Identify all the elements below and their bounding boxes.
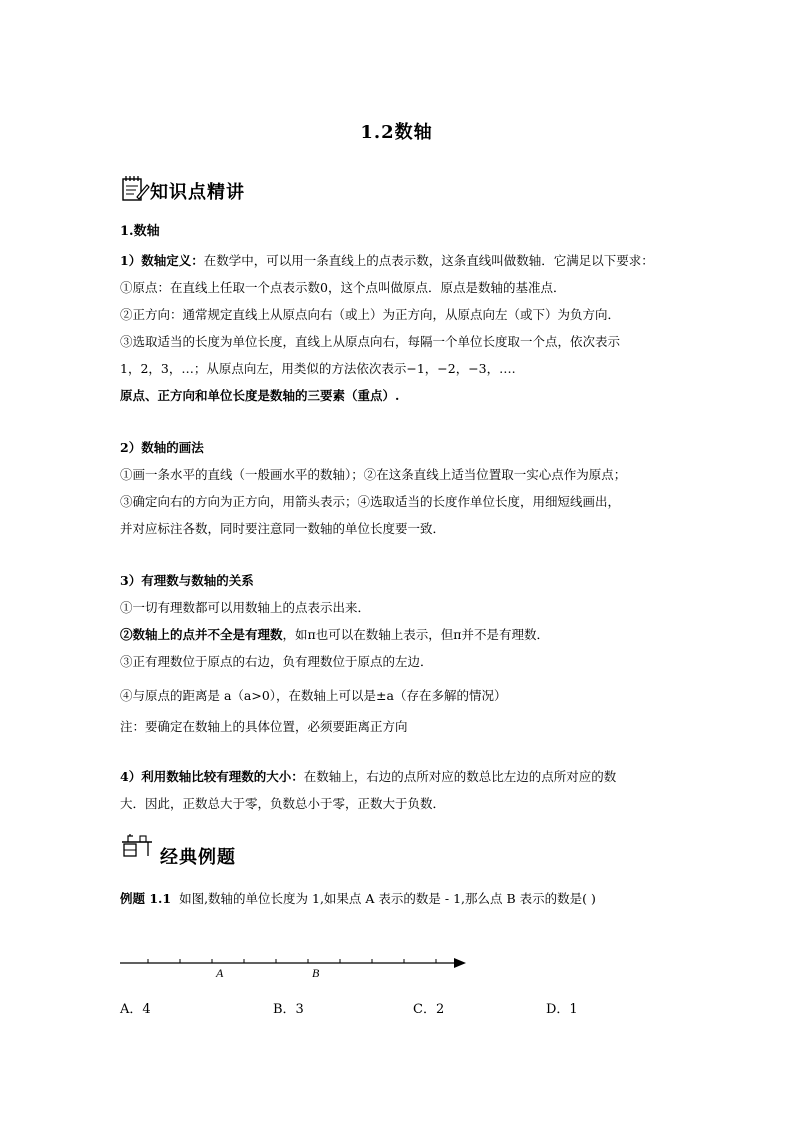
unit-length-line-1: ③选取适当的长度为单位长度，直线上从原点向右，每隔一个单位长度取一个点，依次表示 <box>120 334 621 349</box>
point-b-label: B <box>312 966 320 980</box>
notepad-pencil-icon <box>120 173 150 203</box>
drawing-line-3: 并对应标注各数，同时要注意同一数轴的单位长度要一致． <box>120 521 446 536</box>
page-title: 1.2数轴 <box>360 122 433 143</box>
origin-line: ①原点：在直线上任取一个点表示数0，这个点叫做原点．原点是数轴的基准点． <box>120 280 566 295</box>
comparison-label: 4）利用数轴比较有理数的大小： <box>120 769 304 784</box>
relation-line-4: ④与原点的距离是 a（a>0），在数轴上可以是±a（存在多解的情况） <box>120 688 507 703</box>
subheading-number-line: 1.数轴 <box>120 224 160 239</box>
desk-icon <box>120 832 154 860</box>
example-line <box>120 889 596 909</box>
number-line-figure <box>118 950 478 990</box>
relation-2-rest: ，如π也可以在数轴上表示，但π并不是有理数． <box>282 627 549 642</box>
option-d[interactable]: D．1 <box>546 1002 578 1017</box>
option-c[interactable]: C．2 <box>413 1002 445 1017</box>
number-line-arrow <box>454 958 466 968</box>
example-label: 例题 1.1 <box>120 891 172 906</box>
point-a-label: A <box>216 966 224 980</box>
option-a[interactable]: A．4 <box>120 1002 151 1017</box>
relation-line-2 <box>120 625 549 645</box>
comparison-line-1 <box>120 767 616 787</box>
section-heading-examples: 经典例题 <box>160 847 236 868</box>
drawing-line-2: ③确定向右的方向为正方向，用箭头表示；④选取适当的长度作单位长度，用细短线画出， <box>120 494 621 509</box>
option-b[interactable]: B．3 <box>273 1002 304 1017</box>
example-text: 如图,数轴的单位长度为 1,如果点 A 表示的数是 - 1,那么点 B 表示的数是( ) <box>179 891 596 906</box>
relation-2-bold: ②数轴上的点并不全是有理数 <box>120 627 283 642</box>
relation-line-1: ①一切有理数都可以用数轴上的点表示出来． <box>120 600 371 615</box>
unit-length-line-2: 1，2，3，…；从原点向左，用类似的方法依次表示−1，−2，−3，…. <box>120 361 516 376</box>
definition-label: 1）数轴定义： <box>120 253 204 268</box>
comparison-text-1: 在数轴上，右边的点所对应的数总比左边的点所对应的数 <box>303 769 617 784</box>
section-heading-knowledge: 知识点精讲 <box>150 182 245 203</box>
note-line: 注：要确定在数轴上的具体位置，必须要距离正方向 <box>120 719 408 734</box>
definition-line <box>120 251 654 271</box>
definition-text: 在数学中，可以用一条直线上的点表示数，这条直线叫做数轴．它满足以下要求： <box>203 253 654 268</box>
positive-direction-line: ②正方向：通常规定直线上从原点向右（或上）为正方向，从原点向左（或下）为负方向． <box>120 307 621 322</box>
comparison-line-2: 大．因此，正数总大于零，负数总小于零，正数大于负数． <box>120 796 446 811</box>
drawing-line-1: ①画一条水平的直线（一般画水平的数轴）；②在这条直线上适当位置取一实心点作为原点； <box>120 467 627 482</box>
relation-line-3: ③正有理数位于原点的右边，负有理数位于原点的左边． <box>120 654 433 669</box>
relation-heading: 3）有理数与数轴的关系 <box>120 573 254 588</box>
drawing-heading: 2）数轴的画法 <box>120 440 204 455</box>
three-elements-line: 原点、正方向和单位长度是数轴的三要素（重点）. <box>120 388 400 403</box>
